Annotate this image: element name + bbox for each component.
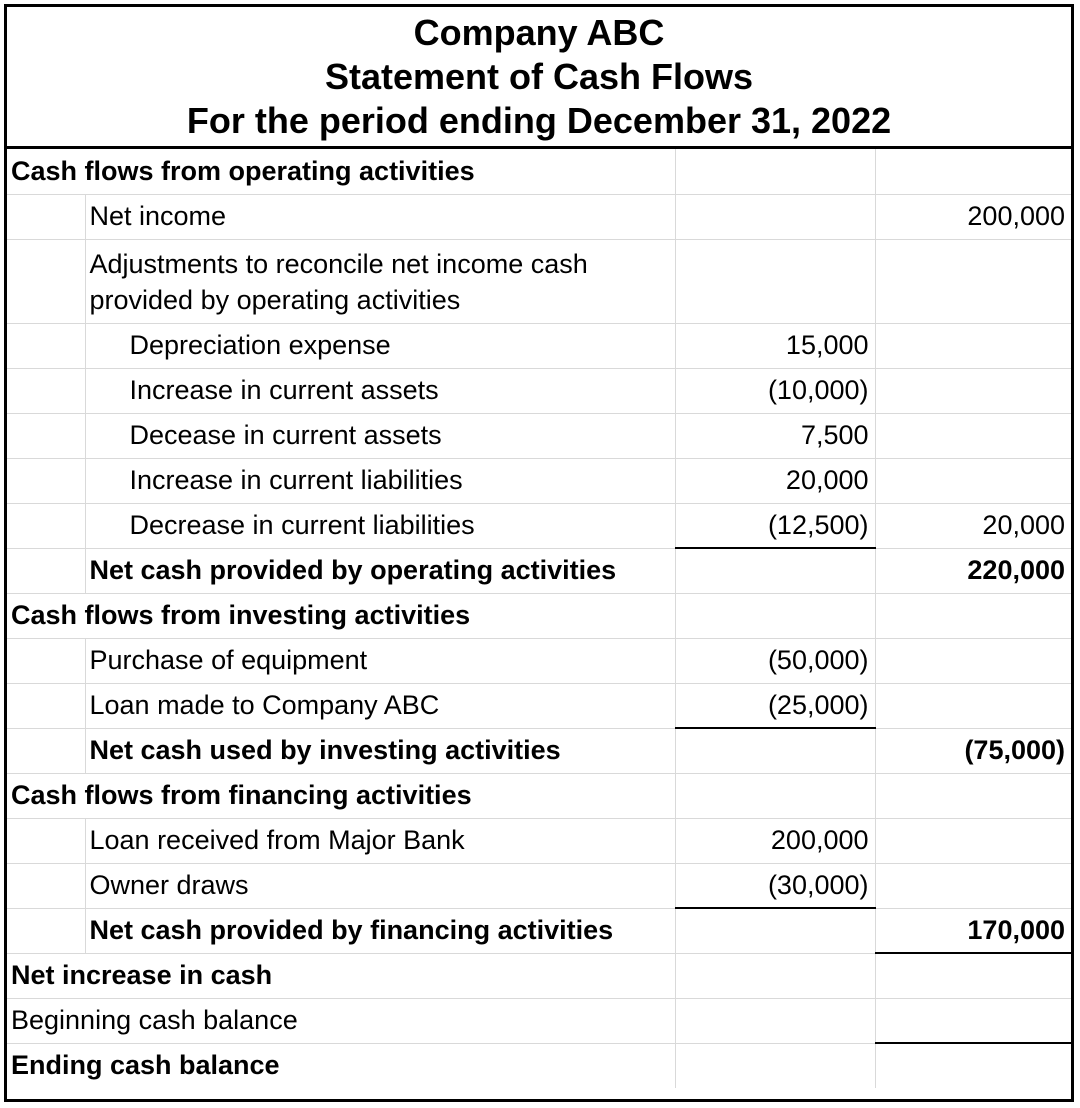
- cell[interactable]: [675, 953, 875, 998]
- cell[interactable]: [675, 239, 875, 323]
- financing-item-value[interactable]: (30,000): [675, 863, 875, 908]
- cell[interactable]: [875, 683, 1071, 728]
- cell[interactable]: [875, 593, 1071, 638]
- cell[interactable]: [875, 773, 1071, 818]
- net-income-value[interactable]: 200,000: [875, 194, 1071, 239]
- investing-item-value[interactable]: (50,000): [675, 638, 875, 683]
- table-row: [7, 593, 1071, 638]
- cell[interactable]: [7, 638, 85, 683]
- cell[interactable]: [875, 368, 1071, 413]
- investing-heading[interactable]: Cash flows from investing activities: [7, 593, 675, 638]
- ending-balance-value[interactable]: [875, 1043, 1071, 1088]
- table-row: [7, 638, 1071, 683]
- net-financing-value[interactable]: 170,000: [875, 908, 1071, 953]
- cell[interactable]: [7, 863, 85, 908]
- net-investing-label[interactable]: Net cash used by investing activities: [85, 728, 675, 773]
- cell[interactable]: [7, 728, 85, 773]
- cash-flow-statement: [4, 4, 1074, 1102]
- net-increase-label[interactable]: Net increase in cash: [7, 953, 675, 998]
- statement-title: Statement of Cash Flows: [324, 55, 754, 97]
- net-operating-label[interactable]: Net cash provided by operating activities: [85, 548, 675, 593]
- cell[interactable]: [875, 818, 1071, 863]
- net-income-label[interactable]: Net income: [85, 194, 675, 239]
- operating-item-value[interactable]: (10,000): [675, 368, 875, 413]
- table-row: [7, 728, 1071, 773]
- financing-item-value[interactable]: 200,000: [675, 818, 875, 863]
- cell[interactable]: [7, 908, 85, 953]
- adjustments-total[interactable]: 20,000: [875, 503, 1071, 548]
- cell[interactable]: [7, 818, 85, 863]
- cell[interactable]: [875, 239, 1071, 323]
- table-row: [7, 194, 1071, 239]
- table-row: [7, 458, 1071, 503]
- operating-item-value[interactable]: 7,500: [675, 413, 875, 458]
- company-name: Company ABC: [413, 11, 665, 53]
- financing-heading[interactable]: Cash flows from financing activities: [7, 773, 675, 818]
- cash-flow-table: [7, 149, 1071, 1088]
- ending-balance-label[interactable]: Ending cash balance: [7, 1043, 675, 1088]
- financing-item-label[interactable]: Owner draws: [85, 863, 675, 908]
- table-row: [7, 953, 1071, 998]
- cell[interactable]: [675, 1043, 875, 1088]
- cell[interactable]: [875, 638, 1071, 683]
- cell[interactable]: [675, 728, 875, 773]
- investing-item-label[interactable]: Loan made to Company ABC: [85, 683, 675, 728]
- table-row: [7, 683, 1071, 728]
- operating-item-label[interactable]: Increase in current liabilities: [85, 458, 675, 503]
- table-row: [7, 1043, 1071, 1088]
- net-investing-value[interactable]: (75,000): [875, 728, 1071, 773]
- operating-item-label[interactable]: Depreciation expense: [85, 323, 675, 368]
- cell[interactable]: [7, 413, 85, 458]
- table-row: [7, 548, 1071, 593]
- beginning-balance-label[interactable]: Beginning cash balance: [7, 998, 675, 1043]
- adjustments-label[interactable]: Adjustments to reconcile net income cash provided by operating activities: [85, 239, 675, 323]
- operating-item-value[interactable]: 15,000: [675, 323, 875, 368]
- cell[interactable]: [7, 683, 85, 728]
- net-financing-label[interactable]: Net cash provided by financing activities: [85, 908, 675, 953]
- cell[interactable]: [875, 323, 1071, 368]
- beginning-balance-value[interactable]: [875, 998, 1071, 1043]
- operating-item-value[interactable]: 20,000: [675, 458, 875, 503]
- financing-item-label[interactable]: Loan received from Major Bank: [85, 818, 675, 863]
- cell[interactable]: [7, 323, 85, 368]
- net-operating-value[interactable]: 220,000: [875, 548, 1071, 593]
- cell[interactable]: [675, 998, 875, 1043]
- statement-period: For the period ending December 31, 2022: [186, 99, 892, 141]
- cell[interactable]: [875, 863, 1071, 908]
- operating-heading[interactable]: Cash flows from operating activities: [7, 149, 675, 194]
- cell[interactable]: [675, 194, 875, 239]
- cell[interactable]: [7, 239, 85, 323]
- table-row: [7, 773, 1071, 818]
- table-row: [7, 368, 1071, 413]
- operating-item-label[interactable]: Decease in current assets: [85, 413, 675, 458]
- table-row: [7, 149, 1071, 194]
- operating-item-label[interactable]: Increase in current assets: [85, 368, 675, 413]
- cell[interactable]: [675, 773, 875, 818]
- cell[interactable]: [7, 368, 85, 413]
- net-increase-value[interactable]: [875, 953, 1071, 998]
- cell[interactable]: [875, 149, 1071, 194]
- operating-item-label[interactable]: Decrease in current liabilities: [85, 503, 675, 548]
- investing-item-label[interactable]: Purchase of equipment: [85, 638, 675, 683]
- cell[interactable]: [7, 458, 85, 503]
- table-row: [7, 323, 1071, 368]
- table-row: [7, 413, 1071, 458]
- table-row: [7, 863, 1071, 908]
- table-row: [7, 998, 1071, 1043]
- investing-item-value[interactable]: (25,000): [675, 683, 875, 728]
- cell[interactable]: [675, 149, 875, 194]
- table-row: [7, 239, 1071, 323]
- cell[interactable]: [7, 503, 85, 548]
- cell[interactable]: [675, 908, 875, 953]
- cell[interactable]: [875, 413, 1071, 458]
- cell[interactable]: [675, 593, 875, 638]
- table-row: [7, 908, 1071, 953]
- table-row: [7, 503, 1071, 548]
- statement-header: [7, 7, 1071, 149]
- cell[interactable]: [7, 548, 85, 593]
- cell[interactable]: [7, 194, 85, 239]
- cell[interactable]: [675, 548, 875, 593]
- cell[interactable]: [875, 458, 1071, 503]
- table-row: [7, 818, 1071, 863]
- operating-item-value[interactable]: (12,500): [675, 503, 875, 548]
